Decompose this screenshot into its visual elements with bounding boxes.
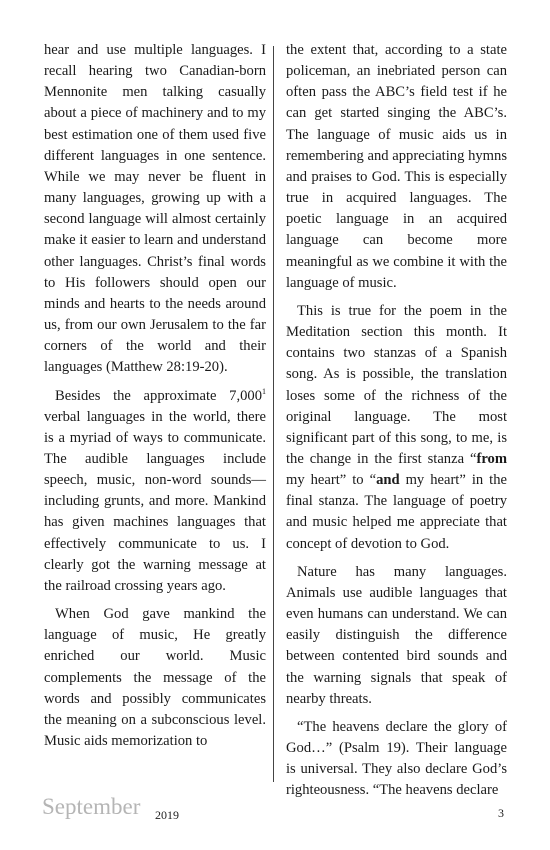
- left-paragraph-3: When God gave mankind the language of music, He greatly enriched our world. Music complements the message of the words and possibly communicates the meaning on a subconscious level. Music aids memorization to: [44, 606, 266, 749]
- page-number: 3: [498, 806, 504, 820]
- left-paragraph-2-start: Besides the approximate 7,000: [55, 387, 262, 404]
- right-paragraph-2-part-1: This is true for the poem in the Meditation section this month. It contains two stanzas of a Spanish song. As is possible, the translation loses some of the richness of the original language. The most significant part of this song, to me, is the change in the first stanza “: [286, 302, 507, 467]
- footer-year: 2019: [155, 808, 179, 822]
- bold-word-from: from: [476, 450, 507, 467]
- right-paragraph-1: the extent that, according to a state policeman, an inebriated person can often pass the ABC’s field test if he can get started singing the ABC’s. The language of music aids us in remembering and appreciating hymns and praises to God. This is especially true in acquired languages. The poetic language in an acquired language can become more meaningful as we combine it with the language of music.: [286, 42, 507, 291]
- right-paragraph-2-part-3: my heart” in the final stanza. The language of poetry and music helped me appreciate that concept of devotion to God.: [286, 472, 507, 552]
- right-text-column: [286, 40, 507, 808]
- footer-month: September: [42, 794, 141, 819]
- left-paragraph-2: [44, 386, 266, 598]
- left-paragraph-1: hear and use multiple languages. I recall hearing two Canadian-born Mennonite men talking casually about a piece of machinery and to my best estimation one of them used five different languages in one sentence. While we may never be fluent in many languages, growing up with a second language will almost certainly make it easier to learn and understand other languages. Christ’s final words to His followers should open our minds and hearts to the needs around us, from our own Jerusalem to the far corners of the world and their languages (Matthew 28:19-20).: [44, 42, 266, 376]
- column-divider: [273, 46, 274, 782]
- right-paragraph-4: “The heavens declare the glory of God…” (Psalm 19). Their language is universal. They also declare God’s righteousness. “The heavens declare: [286, 718, 507, 799]
- right-paragraph-2: [286, 301, 507, 555]
- right-paragraph-3: Nature has many languages. Animals use audible languages that even humans can understand. We can easily distinguish the difference between contented bird sounds and the warning signals that speak of nearby threats.: [286, 563, 507, 707]
- right-paragraph-2-part-2: my heart” to “: [286, 472, 377, 489]
- bold-word-and: and: [376, 472, 400, 489]
- footnote-marker: 1: [262, 386, 266, 396]
- left-text-column: [44, 40, 266, 759]
- left-paragraph-2-rest: verbal languages in the world, there is a myriad of ways to communicate. The audible languages include speech, music, non-word sounds—including grunts, and more. Mankind has given machines languages that effectively communicate to us. I clearly got the warning message at the railroad crossing years ago.: [44, 408, 266, 594]
